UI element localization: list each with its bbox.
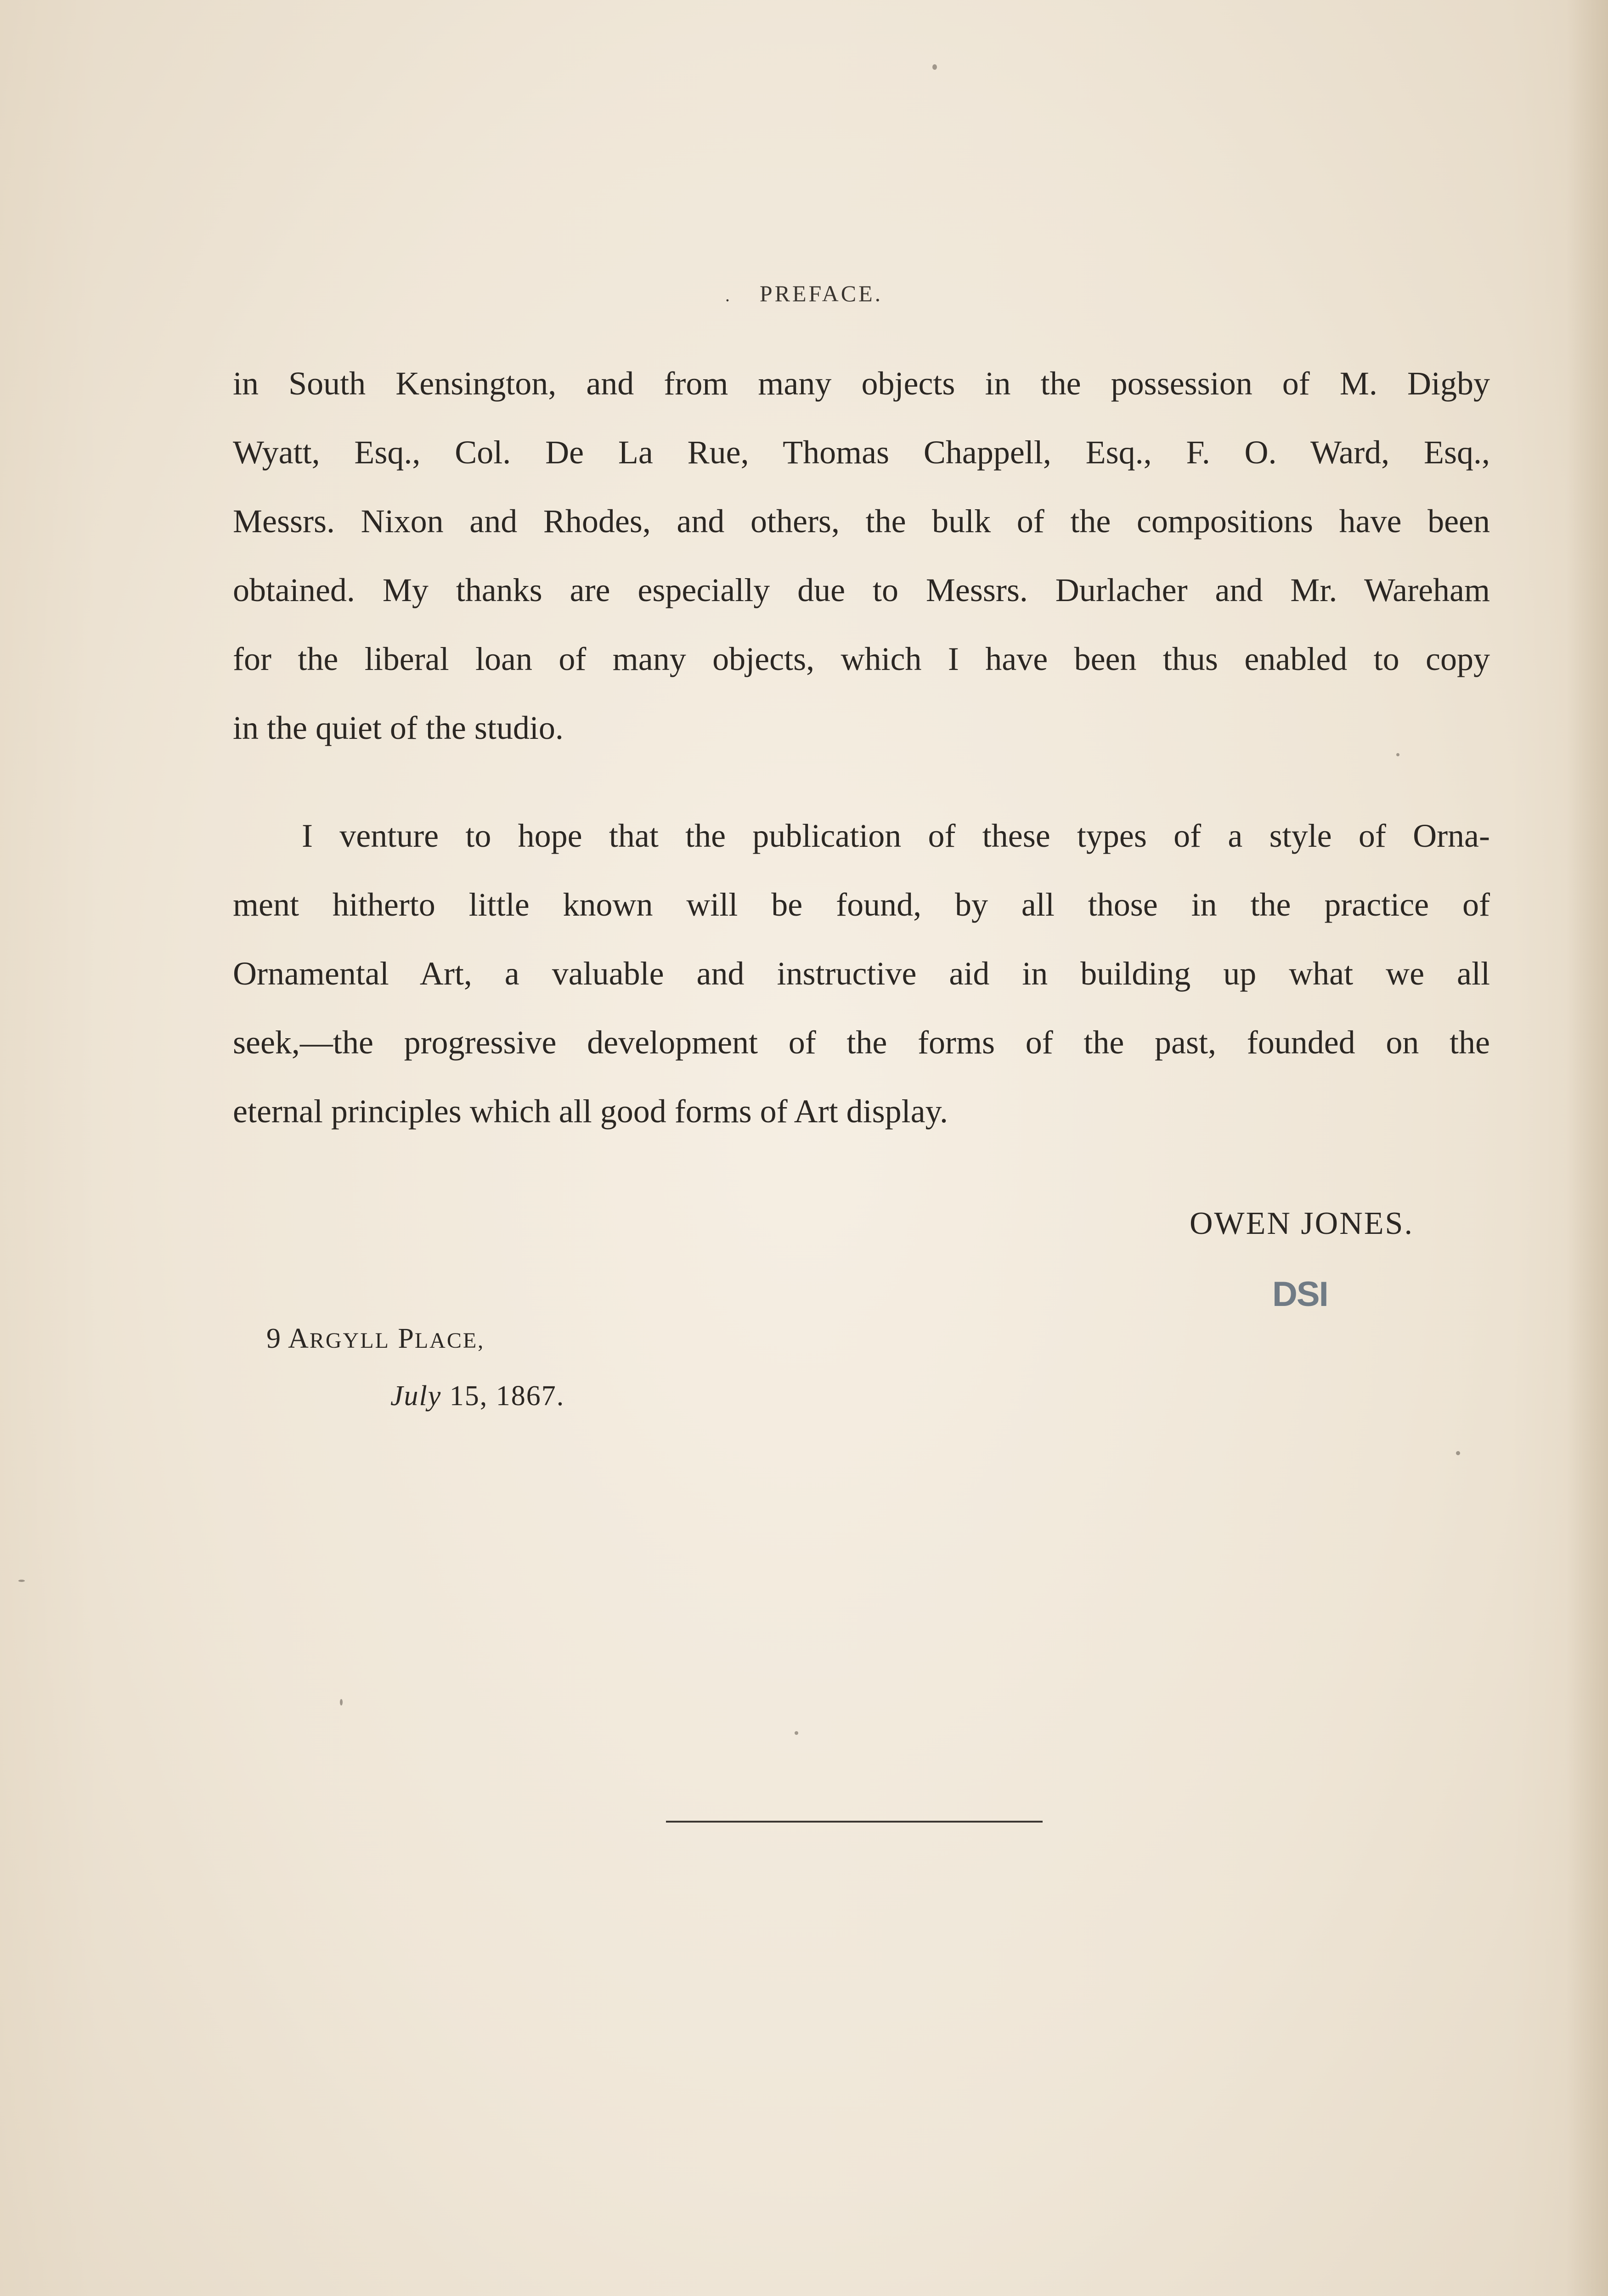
paragraph-1-line: Wyatt, Esq., Col. De La Rue, Thomas Chappell, Esq., F. O. Ward, Esq., <box>233 434 1490 471</box>
running-head-text: PREFACE. <box>759 281 883 306</box>
paragraph-2-line: seek,—the progressive development of the forms of the past, founded on the <box>233 1024 1490 1061</box>
paragraph-1-line: in the quiet of the studio. <box>233 709 564 746</box>
paper-speck <box>932 64 937 70</box>
paper-speck <box>1456 1451 1460 1455</box>
paragraph-1-line: Messrs. Nixon and Rhodes, and others, the bulk of the compositions have been <box>233 503 1490 540</box>
page-edge-shadow <box>1567 0 1608 2296</box>
address <box>266 1322 485 1355</box>
address-number: 9 <box>266 1323 282 1354</box>
paragraph-1 <box>233 349 1490 762</box>
address-p-rest: LACE, <box>414 1328 485 1353</box>
date-month: July <box>390 1380 442 1412</box>
paper-speck <box>18 1580 25 1582</box>
closing-rule <box>666 1821 1043 1823</box>
paragraph-2-line: Ornamental Art, a valuable and instructive aid in building up what we all <box>233 955 1490 992</box>
paragraph-2 <box>233 801 1490 1146</box>
date <box>390 1380 564 1412</box>
address-a-cap: A <box>288 1323 310 1354</box>
paper-speck <box>1396 753 1399 756</box>
running-head-dot: . <box>725 285 732 305</box>
paragraph-2-line: eternal principles which all good forms of Art display. <box>233 1093 948 1130</box>
author-signature: OWEN JONES. <box>1190 1206 1414 1241</box>
date-rest: 15, 1867. <box>449 1380 565 1412</box>
library-stamp: DSI <box>1272 1275 1328 1314</box>
paragraph-1-line: in South Kensington, and from many objects in the possession of M. Digby <box>233 365 1490 402</box>
paper-speck <box>795 1731 798 1735</box>
running-head <box>0 280 1608 307</box>
paragraph-1-line: obtained. My thanks are especially due to Messrs. Durlacher and Mr. Wareham <box>233 572 1490 608</box>
address-a-rest: RGYLL <box>309 1328 390 1353</box>
paragraph-1-line: for the liberal loan of many objects, which I have been thus enabled to copy <box>233 641 1490 677</box>
paragraph-2-line: ment hitherto little known will be found, by all those in the practice of <box>233 886 1490 923</box>
paper-speck <box>340 1699 343 1705</box>
paragraph-2-line: I venture to hope that the publication of these types of a style of Orna- <box>302 817 1490 854</box>
address-p-cap: P <box>398 1323 415 1354</box>
